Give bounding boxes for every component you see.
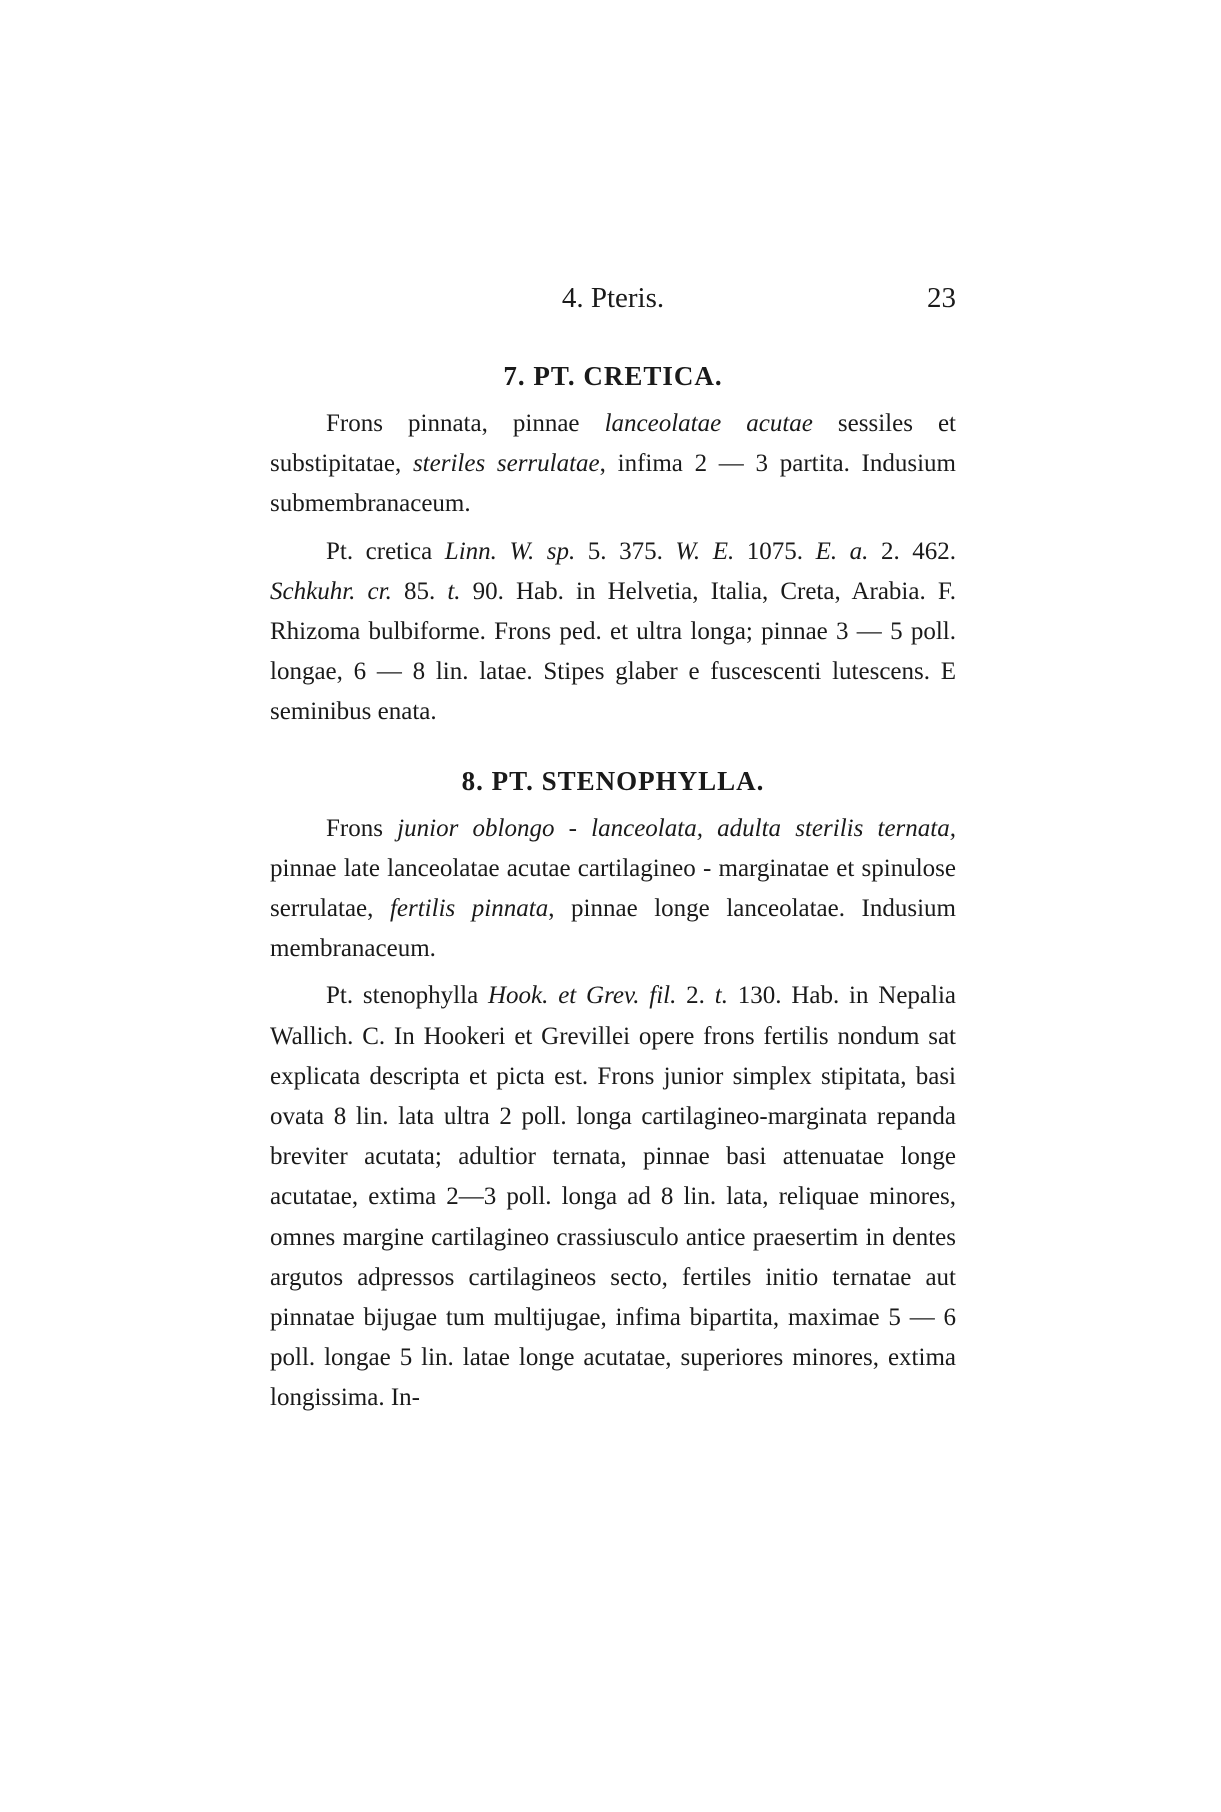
- text-column: [270, 356, 956, 1419]
- species-heading-stenophylla: 8. PT. STENOPHYLLA.: [461, 765, 765, 796]
- text-run: 2. 462.: [868, 537, 957, 565]
- text-run: Pt. cretica: [326, 537, 445, 565]
- text-run: , infima 2 — 3 partita. Indusium submembranaceum.: [270, 450, 956, 518]
- running-head: [270, 282, 956, 322]
- italic-run: fertilis pinnata: [389, 895, 549, 923]
- text-run: 5. 375.: [575, 537, 676, 565]
- italic-run: Hook. et Grev. fil.: [487, 982, 677, 1010]
- notes-cretica: [270, 532, 956, 733]
- text-run: pinnae late lanceolatae acutae cartilagineo - marginatae et spinulose serrulatae,: [270, 854, 956, 923]
- italic-run: E. a.: [815, 537, 869, 565]
- text-run: Pt. stenophylla: [326, 982, 488, 1010]
- italic-run: lanceolatae acutae: [604, 410, 813, 437]
- description-stenophylla: [270, 809, 956, 970]
- text-run: Frons: [326, 814, 398, 842]
- italic-run: Linn. W. sp.: [444, 537, 576, 565]
- italic-run: t.: [714, 982, 728, 1010]
- text-run: 2.: [676, 982, 715, 1010]
- text-run: 90. Hab. in Helvetia, Italia, Creta, Arabia. F. Rhizoma bulbiforme. Frons ped. et ultra longa; pinnae 3 — 5 poll. longae, 6 — 8 lin. latae. Stipes glaber e fuscescenti lutescens. E seminibus enata.: [270, 577, 956, 726]
- text-run: Frons pinnata, pinnae: [326, 410, 605, 437]
- italic-run: W. E.: [675, 537, 735, 565]
- text-run: 85.: [391, 577, 448, 605]
- text-run: , pinnae longe lanceolatae. Indusium membranaceum.: [270, 895, 956, 963]
- text-run: 130. Hab. in Nepalia Wallich. C. In Hookeri et Grevillei opere frons fertilis nondum sat explicata descripta et picta est. Frons junior simplex stipitata, basi ovata 8 lin. lata ultra 2 poll. longa cartilagineo-marginata repanda breviter acutata; adultior ternata, pinnae basi attenuatae longe acutatae, extima 2—3 poll. longa ad 8 lin. lata, reliquae minores, omnes margine cartilagineo crassiusculo antice praesertim in dentes argutos adpressos cartilagineos secto, fertiles initio ternatae aut pinnatae bijugae tum multijugae, infima bipartita, maximae 5 — 6 poll. longae 5 lin. latae longe acutatae, superiores minores, extima longissima. In-: [270, 982, 957, 1412]
- notes-stenophylla: [270, 976, 956, 1418]
- description-cretica: [270, 404, 956, 525]
- italic-run: t.: [447, 577, 461, 605]
- species-heading-cretica: 7. PT. CRETICA.: [503, 361, 723, 391]
- italic-run: Schkuhr. cr.: [270, 577, 392, 605]
- italic-run: steriles serrulatae: [412, 450, 600, 478]
- italic-run: junior oblongo - lanceolata, adulta sterilis ternata,: [397, 814, 956, 842]
- page-number: 23: [927, 282, 956, 314]
- running-head-title: 4. Pteris.: [561, 282, 665, 314]
- text-run: sessiles et substipitatae,: [270, 410, 957, 478]
- text-run: 1075.: [734, 537, 816, 565]
